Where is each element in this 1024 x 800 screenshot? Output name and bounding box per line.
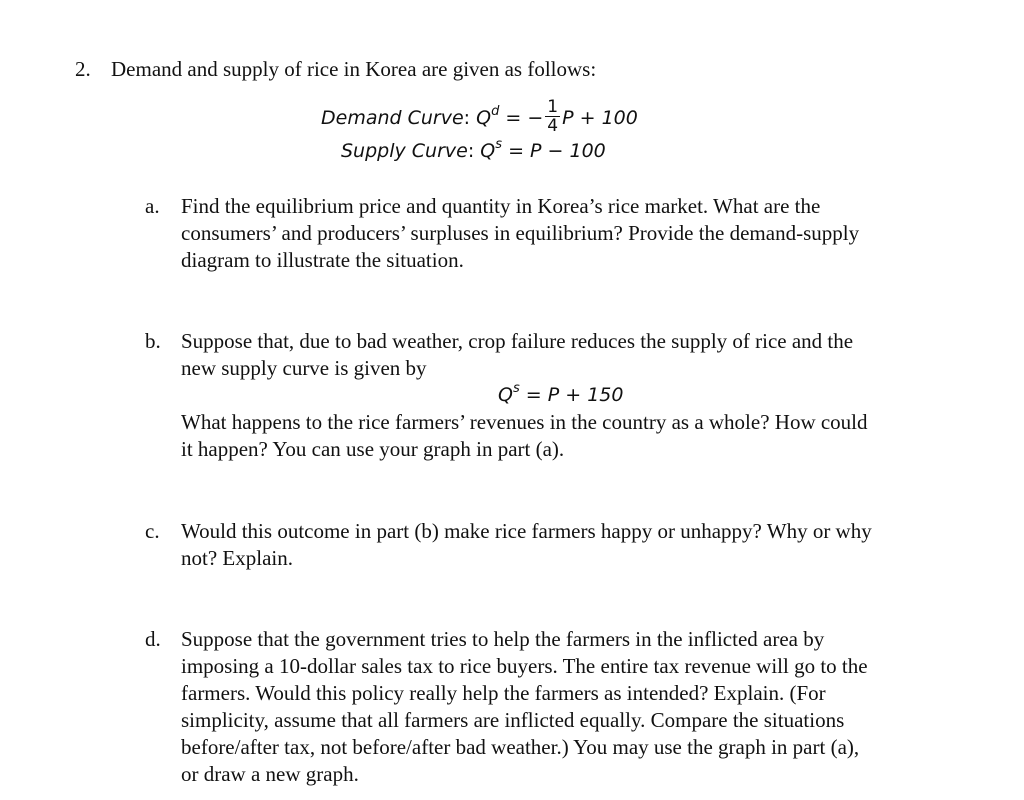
question-stem: Demand and supply of rice in Korea are given as follows: [111,57,597,81]
demand-q-var: Q [476,107,492,129]
part-a-line: diagram to illustrate the situation. [181,248,464,272]
part-d-line: simplicity, assume that all farmers are inflicted equally. Compare the situations [181,708,845,732]
part-a-line: consumers’ and producers’ surpluses in equilibrium? Provide the demand-supply [181,221,860,245]
supply-colon: : [467,140,481,162]
supply-curve-equation [341,136,606,162]
part-b-q-var: Q [498,384,513,406]
part-d-line: or draw a new graph. [181,762,359,786]
demand-superscript: d [491,103,500,119]
demand-fraction-numerator: 1 [547,97,559,117]
part-b-new-supply-equation [498,380,624,406]
part-c-letter: c. [145,519,160,543]
part-b-superscript: s [512,380,520,396]
part-d-line: Suppose that the government tries to help the farmers in the inflicted area by [181,627,825,651]
part-b-line: new supply curve is given by [181,356,427,380]
part-b-equation-rest: = P + 150 [519,384,624,406]
demand-rest: P + 100 [562,107,638,129]
part-d-line: imposing a 10-dollar sales tax to rice buyers. The entire tax revenue will go to the [181,654,868,678]
supply-rest: P − 100 [530,140,606,162]
part-b-text-before [181,328,981,382]
demand-equals: = − [499,107,544,129]
part-a-line: Find the equilibrium price and quantity in Korea’s rice market. What are the [181,194,821,218]
part-b-line: it happen? You can use your graph in part (a). [181,437,565,461]
part-d-text [181,626,981,788]
demand-fraction [545,98,560,135]
supply-curve-label: Supply Curve [341,140,468,162]
part-a-letter: a. [145,194,160,218]
demand-curve-label: Demand Curve [321,107,464,129]
part-d-line: farmers. Would this policy really help the farmers as intended? Explain. (For [181,681,826,705]
part-d-letter: d. [145,627,161,651]
part-a-text [181,193,981,274]
part-c-text [181,518,981,572]
part-b-letter: b. [145,329,161,353]
supply-equals: = [502,140,531,162]
supply-q-var: Q [480,140,496,162]
demand-colon: : [463,107,477,129]
demand-curve-equation [321,97,638,137]
supply-superscript: s [495,136,503,152]
part-c-line: not? Explain. [181,546,293,570]
part-b-line: Suppose that, due to bad weather, crop failure reduces the supply of rice and the [181,329,854,353]
part-b-text-after [181,409,981,463]
part-d-line: before/after tax, not before/after bad weather.) You may use the graph in part (a), [181,735,860,759]
demand-fraction-denominator: 4 [547,116,559,136]
part-b-line: What happens to the rice farmers’ revenues in the country as a whole? How could [181,410,868,434]
part-c-line: Would this outcome in part (b) make rice farmers happy or unhappy? Why or why [181,519,872,543]
question-number: 2. [75,57,91,81]
